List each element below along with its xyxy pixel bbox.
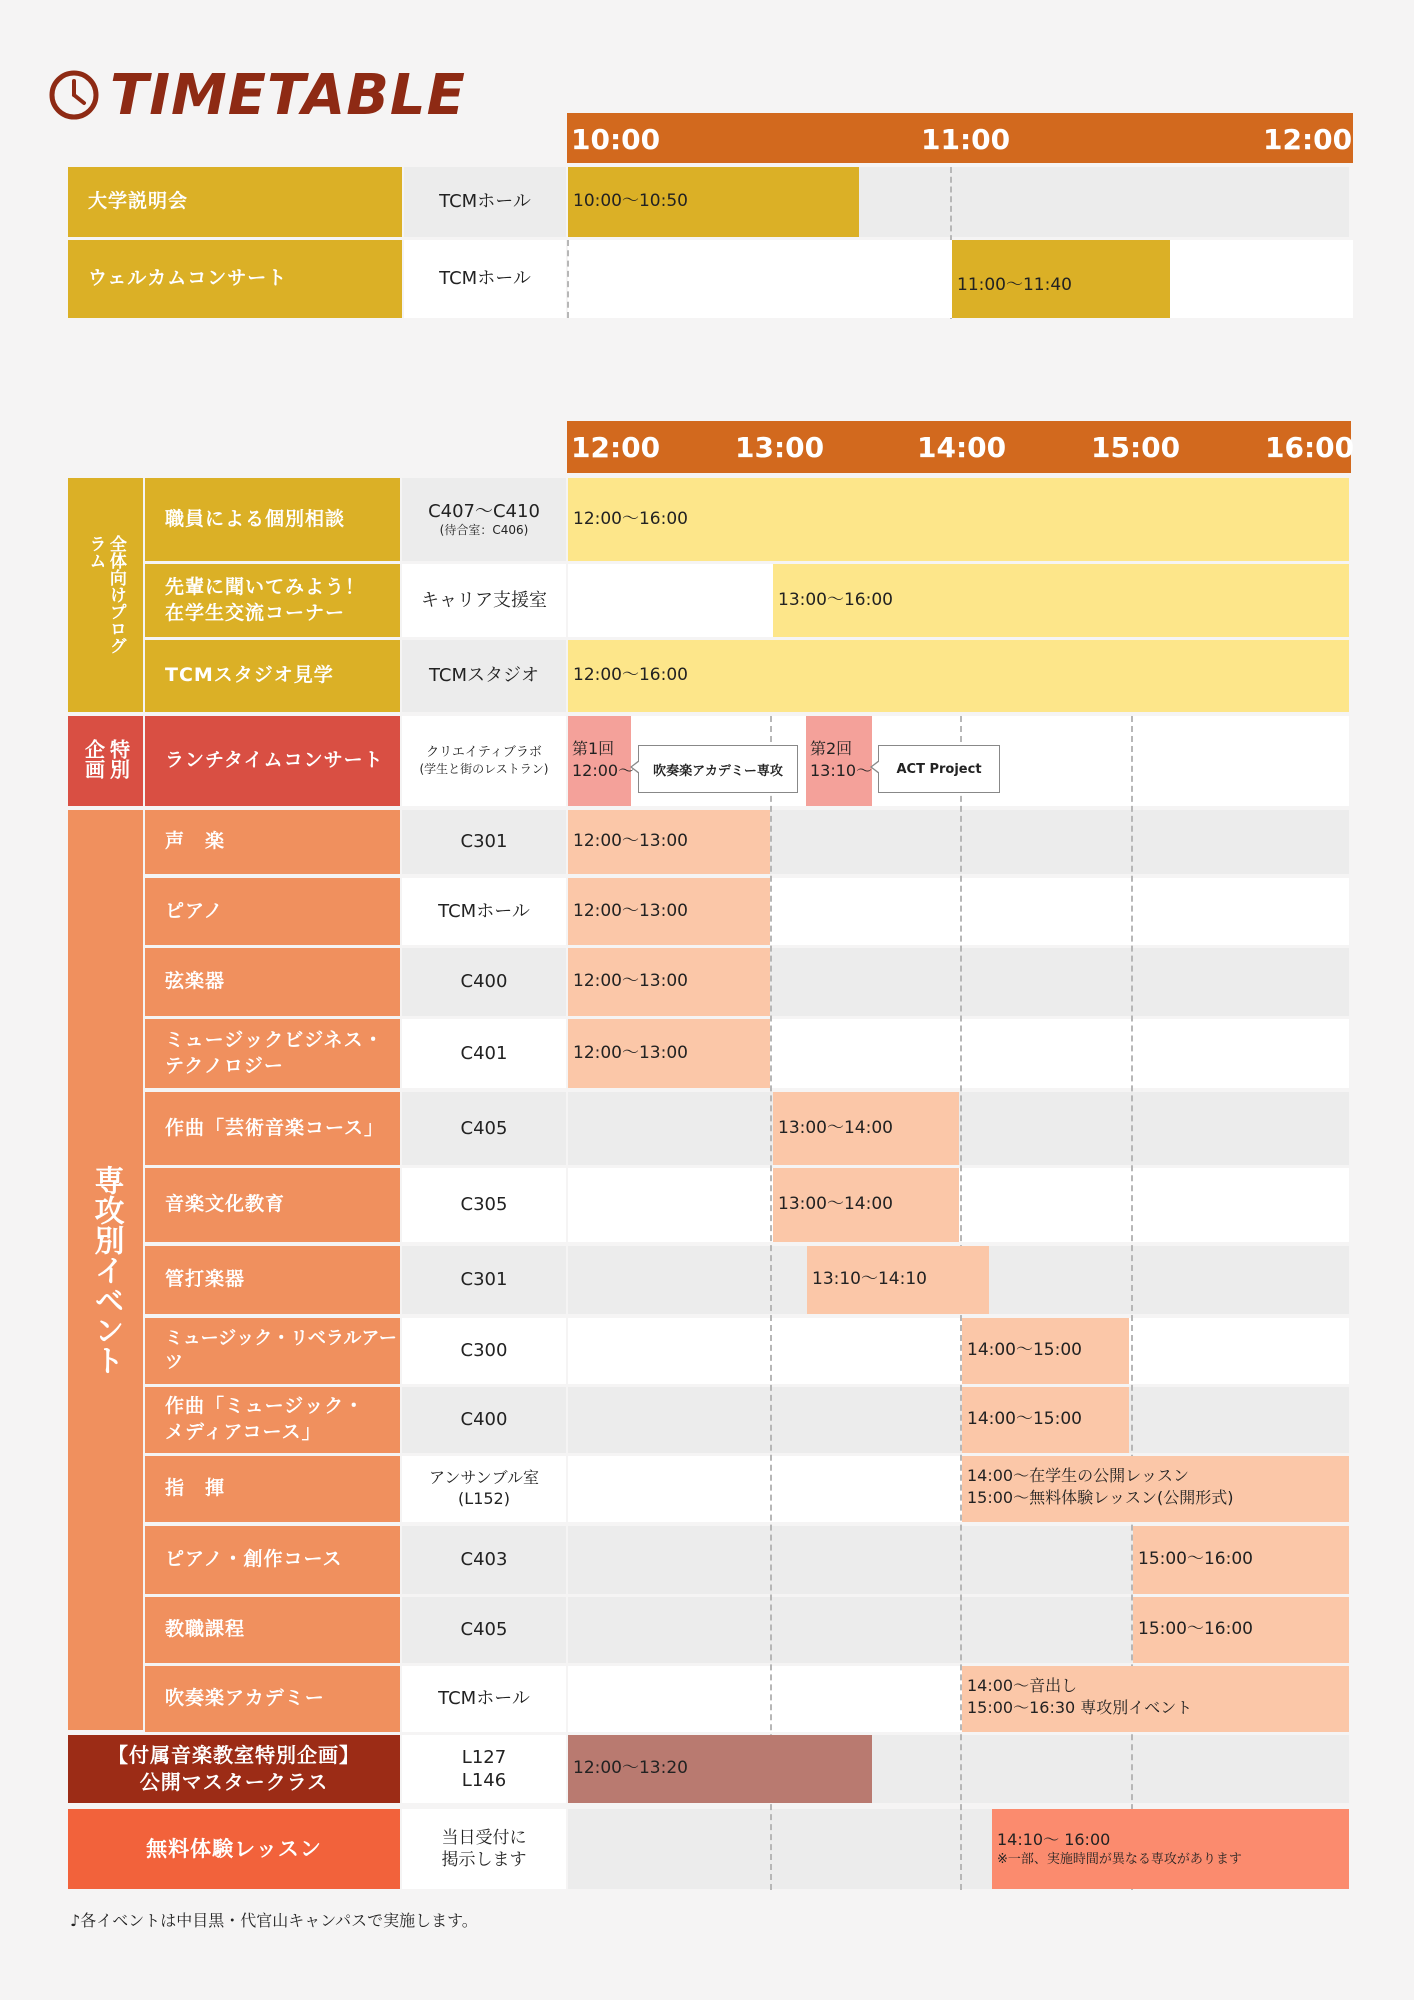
event-bar: 12:00〜13:00: [568, 878, 770, 945]
room-text: C407〜C410: [428, 501, 540, 522]
hour-label: 12:00: [1263, 123, 1353, 156]
event-bar: [992, 1809, 1349, 1889]
afternoon-time-header: [567, 421, 1355, 473]
room-cell: [402, 810, 566, 874]
category-cell: ミュージック・リベラルアーツ: [145, 1318, 400, 1384]
time-lane: [568, 1387, 1349, 1453]
room-cell: [402, 1318, 566, 1384]
event-bar: 12:00〜13:00: [568, 1019, 770, 1088]
category-cell: 声 楽: [145, 810, 400, 874]
room-cell: [402, 640, 566, 712]
category-cell: ウェルカムコンサート: [68, 240, 402, 318]
lunch-first-label: 第1回: [572, 739, 615, 758]
room-cell: [402, 1735, 566, 1803]
event-bar: 13:00〜14:00: [773, 1092, 959, 1165]
event-bar: 12:00〜13:00: [568, 810, 770, 874]
room-cell: [402, 1526, 566, 1594]
room-text: C403: [460, 1549, 508, 1571]
event-bar: 12:00〜16:00: [568, 478, 1349, 561]
room-text: C400: [460, 1409, 508, 1431]
room-cell: [402, 1092, 566, 1165]
room-text: C405: [460, 1117, 508, 1139]
event-bar: 10:00〜10:50: [568, 167, 859, 237]
category-cell: 先輩に聞いてみよう！ 在学生交流コーナー: [145, 564, 400, 637]
category-cell: ピアノ・創作コース: [145, 1526, 400, 1594]
room-text: C305: [460, 1194, 508, 1216]
category-cell: TCMスタジオ見学: [145, 640, 400, 712]
room-text: C301: [460, 1269, 508, 1291]
room-cell: [402, 878, 566, 945]
room-cell: [402, 1456, 566, 1522]
room-text: クリエイティブラボ: [426, 744, 542, 760]
lunch-second-label: 第2回: [810, 739, 853, 758]
room-text: 当日受付に 掲示します: [441, 1827, 527, 1870]
room-text: L127 L146: [461, 1746, 507, 1791]
room-text: C405: [460, 1619, 508, 1641]
room-cell: [402, 1246, 566, 1314]
group-general-label: 全体向けプログラム: [85, 535, 126, 654]
room-cell: [402, 564, 566, 637]
room-subtext: (学生と街のレストラン): [419, 761, 549, 776]
title-text: TIMETABLE: [110, 62, 466, 128]
group-general: [68, 478, 143, 712]
category-cell: 無料体験レッスン: [68, 1809, 400, 1889]
event-bar: 13:00〜14:00: [773, 1168, 959, 1242]
room-text: アンサンブル室: [429, 1468, 539, 1488]
room-text: TCMホール: [439, 191, 531, 213]
room-cell: [404, 167, 566, 237]
event-bar: 14:00〜音出し 15:00〜16:30 専攻別イベント: [962, 1666, 1349, 1732]
hour-label: 13:00: [735, 431, 825, 464]
lunch-second-callout: ACT Project: [878, 745, 1000, 793]
room-cell: [404, 240, 566, 318]
lunch-first-bar: [568, 716, 635, 806]
morning-time-header: [567, 113, 1353, 163]
group-major-label: 専攻別イベント: [88, 1165, 124, 1375]
room-text: C301: [460, 831, 508, 853]
hour-label: 12:00: [571, 431, 661, 464]
category-cell: 教職課程: [145, 1597, 400, 1663]
category-cell: 【付属音楽教室特別企画】 公開マスタークラス: [68, 1735, 400, 1803]
room-cell: [402, 716, 566, 806]
category-cell: 弦楽器: [145, 948, 400, 1016]
room-subtext: (待合室：C406): [439, 523, 529, 538]
room-cell: [402, 948, 566, 1016]
gridline: [567, 240, 569, 318]
room-text: C300: [460, 1340, 508, 1362]
category-cell: 指 揮: [145, 1456, 400, 1522]
category-cell: 職員による個別相談: [145, 478, 400, 561]
category-cell: ピアノ: [145, 878, 400, 945]
room-cell: [402, 478, 566, 561]
event-bar: 13:00〜16:00: [773, 564, 1349, 637]
footnote: ♪各イベントは中目黒・代官山キャンパスで実施します。: [70, 1911, 478, 1930]
event-bar: 12:00〜13:00: [568, 948, 770, 1016]
event-bar: 14:00〜15:00: [962, 1318, 1129, 1384]
room-text: TCMホール: [438, 1688, 530, 1710]
room-text: キャリア支援室: [421, 589, 547, 611]
room-cell: [402, 1809, 566, 1889]
category-cell: ミュージックビジネス・ テクノロジー: [145, 1019, 400, 1088]
category-cell: 吹奏楽アカデミー: [145, 1666, 400, 1732]
clock-icon: [48, 69, 100, 121]
room-cell: [402, 1666, 566, 1732]
category-cell: 音楽文化教育: [145, 1168, 400, 1242]
event-bar: 15:00〜16:00: [1133, 1526, 1349, 1594]
category-cell: ランチタイムコンサート: [145, 716, 400, 806]
lunch-second-time: 13:10〜: [810, 761, 873, 781]
group-special: [68, 716, 143, 806]
trial-time: 14:10〜 16:00: [997, 1830, 1111, 1850]
room-cell: [402, 1387, 566, 1453]
time-lane: [568, 1318, 1349, 1384]
room-text: C400: [460, 971, 508, 993]
room-text: TCMホール: [439, 268, 531, 290]
hour-label: 16:00: [1265, 431, 1355, 464]
event-bar: 11:00〜11:40: [952, 240, 1170, 318]
trial-note: ※一部、実施時間が異なる専攻があります: [997, 1852, 1242, 1868]
room-subtext: (L152): [458, 1489, 510, 1508]
page-title: [48, 60, 466, 130]
event-bar: 12:00〜16:00: [568, 640, 1349, 712]
event-bar: 15:00〜16:00: [1133, 1597, 1349, 1663]
room-text: TCMホール: [438, 900, 530, 922]
room-cell: [402, 1019, 566, 1088]
hour-label: 10:00: [571, 123, 661, 156]
room-cell: [402, 1597, 566, 1663]
group-special-label: 特別企画: [81, 739, 131, 779]
room-text: C401: [460, 1042, 508, 1064]
room-text: TCMスタジオ: [428, 665, 540, 687]
hour-label: 15:00: [1091, 431, 1181, 464]
category-cell: 管打楽器: [145, 1246, 400, 1314]
hour-label: 14:00: [917, 431, 1007, 464]
event-bar: 12:00〜13:20: [568, 1735, 872, 1803]
category-cell: 作曲「ミュージック・ メディアコース」: [145, 1387, 400, 1453]
room-cell: [402, 1168, 566, 1242]
group-major: [68, 810, 143, 1730]
lunch-first-time: 12:00〜: [572, 761, 635, 781]
lunch-second-bar: [806, 716, 872, 806]
category-cell: 大学説明会: [68, 167, 402, 237]
event-bar: 13:10〜14:10: [807, 1246, 989, 1314]
hour-label: 11:00: [921, 123, 1011, 156]
gridline: [770, 716, 772, 1890]
lunch-first-callout: 吹奏楽アカデミー専攻: [638, 745, 798, 793]
category-cell: 作曲「芸術音楽コース」: [145, 1092, 400, 1165]
event-bar: 14:00〜在学生の公開レッスン 15:00〜無料体験レッスン(公開形式): [962, 1456, 1349, 1522]
event-bar: 14:00〜15:00: [962, 1387, 1129, 1453]
